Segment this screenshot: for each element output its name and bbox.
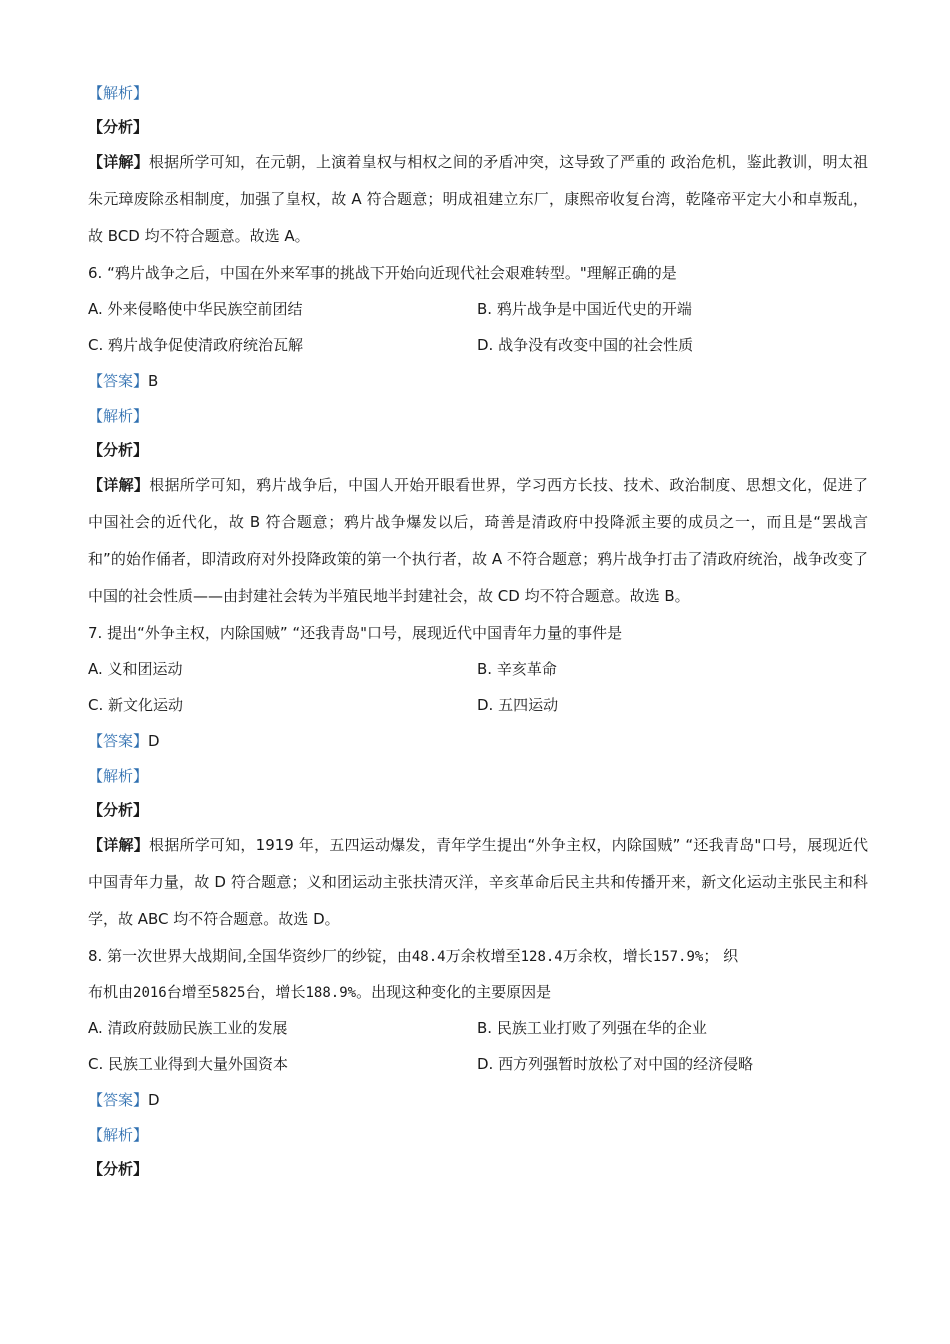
q7-options-row-2 (88, 687, 868, 723)
q8-options-row-1 (88, 1010, 868, 1046)
q6-option-a: A. 外来侵略使中华民族空前团结 (88, 300, 303, 318)
q5-jiexi-label: 【解析】 (88, 84, 149, 102)
q8-option-a: A. 清政府鼓励民族工业的发展 (88, 1019, 288, 1037)
q6-answer (88, 363, 868, 399)
q7-answer-label: 【答案】 (88, 732, 149, 750)
q8-answer-label: 【答案】 (88, 1091, 149, 1109)
q7-option-b: B. 辛亥革命 (477, 660, 557, 678)
q6-options-row-1 (88, 291, 868, 327)
q7-detail (88, 827, 868, 938)
q8-num-4: 2016 (133, 985, 167, 1001)
q8-fenxi-label: 【分析】 (88, 1160, 149, 1178)
q6-answer-label: 【答案】 (88, 372, 149, 390)
q6-stem: 6. “鸦片战争之后，中国在外来军事的挑战下开始向近现代社会艰难转型。"理解正确的是 (88, 264, 677, 282)
q8-num-5: 5825 (211, 985, 246, 1001)
q6-detail-label: 【详解】 (88, 476, 150, 494)
q7-answer (88, 723, 868, 759)
q7-answer-value: D (148, 732, 160, 750)
q8-jiexi-label: 【解析】 (88, 1126, 149, 1144)
q8-num-3: 157.9% (652, 949, 704, 965)
q8-num-2: 128.4 (520, 949, 563, 965)
q7-detail-text: 根据所学可知，1919 年，五四运动爆发，青年学生提出“外争主权，内除国贼” “还我青岛"口号，展现近代中国青年力量，故 D 符合题意；义和团运动主张扶清灭洋，辛亥革命后民主共和传播开来，新文化运动主张民主和科学，故 ABC 均不符合题意。故选 D。 (88, 836, 868, 928)
q6-detail-text: 根据所学可知，鸦片战争后，中国人开始开眼看世界，学习西方长技、技术、政治制度、思想文化，促进了中国社会的近代化，故 B 符合题意；鸦片战争爆发以后，琦善是清政府中投降派主要的成员之一，而且是“罢战言和”的始作俑者，即清政府对外投降政策的第一个执行者，故 A 不符合题意；鸦片战争打击了清政府统治，战争改变了中国的社会性质——由封建社会转为半殖民地半封建社会，故 CD 均不符合题意。故选 B。 (88, 476, 868, 605)
q8-option-c: C. 民族工业得到大量外国资本 (88, 1055, 289, 1073)
q8-option-d: D. 西方列强暂时放松了对中国的经济侵略 (477, 1055, 754, 1073)
q6-jiexi-label: 【解析】 (88, 407, 149, 425)
q8-stem-line-2 (88, 974, 868, 1010)
q7-stem: 7. 提出“外争主权，内除国贼” “还我青岛"口号，展现近代中国青年力量的事件是 (88, 624, 623, 642)
q5-detail-text: 根据所学可知，在元朝，上演着皇权与相权之间的矛盾冲突，这导致了严重的 政治危机，鉴此教训，明太祖朱元璋废除丞相制度，加强了皇权，故 A 符合题意；明成祖建立东厂，康熙帝收复台湾，乾隆帝平定大小和卓叛乱，故 BCD 均不符合题意。故选 A。 (88, 153, 868, 245)
q8-answer (88, 1082, 868, 1118)
q6-option-b: B. 鸦片战争是中国近代史的开端 (477, 300, 692, 318)
q7-jiexi-label: 【解析】 (88, 767, 149, 785)
q7-option-c: C. 新文化运动 (88, 696, 184, 714)
q7-options-row-1 (88, 651, 868, 687)
q7-option-a: A. 义和团运动 (88, 660, 183, 678)
q8-stem-line-1 (88, 938, 868, 974)
q8-stem-part-c: 万余枚，增长 (562, 947, 653, 965)
q5-detail (88, 144, 868, 255)
q6-option-d: D. 战争没有改变中国的社会性质 (477, 336, 694, 354)
q8-stem2-part-b: 台增至 (166, 983, 212, 1001)
q5-fenxi-label: 【分析】 (88, 118, 149, 136)
q8-options-row-2 (88, 1046, 868, 1082)
q8-stem2-part-d: 。出现这种变化的主要原因是 (356, 983, 552, 1001)
q8-num-1: 48.4 (411, 949, 446, 965)
q8-stem2-part-c: 台，增长 (245, 983, 306, 1001)
q5-detail-label: 【详解】 (88, 153, 149, 171)
q8-stem2-part-a: 布机由 (88, 983, 134, 1001)
q6-option-c: C. 鸦片战争促使清政府统治瓦解 (88, 336, 304, 354)
document-page (88, 76, 868, 1186)
q7-option-d: D. 五四运动 (477, 696, 559, 714)
q8-stem-part-b: 万余枚增至 (445, 947, 521, 965)
q7-detail-label: 【详解】 (88, 836, 149, 854)
q8-answer-value: D (148, 1091, 160, 1109)
q8-num-6: 188.9% (305, 985, 357, 1001)
q6-answer-value: B (148, 372, 159, 390)
q8-stem-part-a: 8. 第一次世界大战期间,全国华资纱厂的纱锭，由 (88, 947, 412, 965)
q8-option-b: B. 民族工业打败了列强在华的企业 (477, 1019, 707, 1037)
q8-stem-part-d: ； 织 (703, 947, 739, 965)
q7-fenxi-label: 【分析】 (88, 801, 149, 819)
q6-fenxi-label: 【分析】 (88, 441, 149, 459)
q6-options-row-2 (88, 327, 868, 363)
q6-detail (88, 467, 868, 615)
